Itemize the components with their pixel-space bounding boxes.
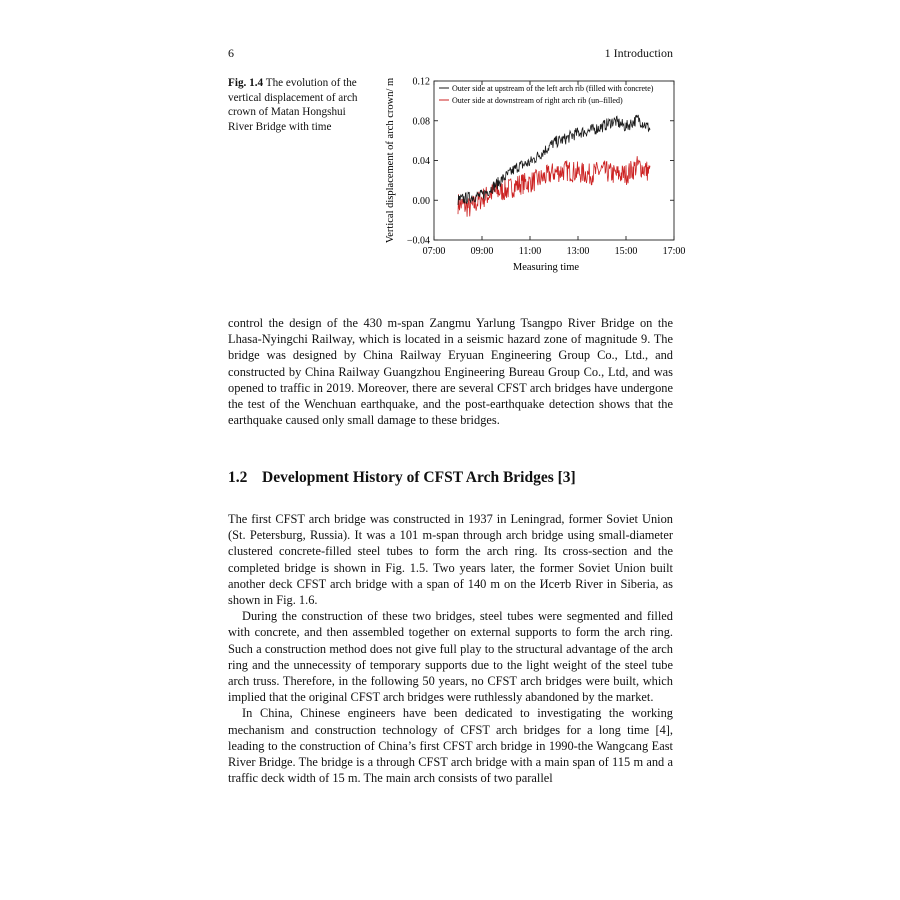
paragraph-4: In China, Chinese engineers have been dedicated to investigating the working mechanism and construction technology of CFST arch bridges for a long time [4], leading to the construction of China’s first CFST arch bridge in 1990-the Wangcang East River Bridge. The bridge is a through CFST arch bridge with a main span of 115 m and a traffic deck width of 15 m. The main arch consists of two parallel: [228, 706, 673, 786]
x-axis-title: Measuring time: [512, 262, 580, 273]
y-axis-title: Vertical displacement of arch crown/ m: [385, 77, 396, 244]
x-tick-label: 17:00: [662, 246, 686, 257]
section-number: 1.2: [228, 469, 248, 486]
y-tick-label: 0.12: [412, 76, 430, 88]
y-tick-label: 0.08: [412, 116, 430, 128]
x-tick-label: 09:00: [470, 246, 494, 257]
figure-caption: [228, 76, 363, 134]
x-tick-label: 13:00: [566, 246, 590, 257]
chart-svg: [382, 74, 686, 288]
legend-entry-1: Outer side at upstream of the left arch rib (filled with concrete): [452, 84, 654, 93]
page-number: 6: [228, 46, 234, 60]
x-tick-label: 07:00: [422, 246, 446, 257]
section-body: [228, 511, 673, 786]
y-tick-label: 0.00: [412, 195, 430, 207]
figure-label: Fig. 1.4: [228, 77, 264, 89]
paragraph-1-text: control the design of the 430 m-span Zangmu Yarlung Tsangpo River Bridge on the Lhasa-Nyingchi Railway, which is located in a seismic hazard zone of magnitude 9. The bridge was designed by China Railway Eryuan Engineering Group Co., Ltd., and constructed by China Railway Guangzhou Engineering Bureau Group Co., Ltd, and was opened to traffic in 2019. Moreover, there are several CFST arch bridges have undergone the test of the Wenchuan earthquake, and the post-earthquake detection shows that the earthquake caused only small damage to these bridges.: [228, 316, 673, 428]
y-tick-label: −0.04: [406, 235, 430, 247]
paragraph-3: During the construction of these two bridges, steel tubes were segmented and filled with concrete, and then assembled together on external supports to form the arch ring. Such a construction method does not give full play to the structural advantage of the arch ring and the unnecessity of temporary supports due to the light weight of the steel tube arch truss. Therefore, in the following 50 years, no CFST arch bridges were built, which implied that the original CFST arch bridges were ruthlessly abandoned by the market.: [228, 609, 673, 705]
x-tick-label: 11:00: [518, 246, 542, 257]
figure-caption-text: The evolution of the vertical displacement of arch crown of Matan Hongshui River Bridge with time: [228, 77, 358, 133]
paragraph-2: The first CFST arch bridge was constructed in 1937 in Leningrad, former Soviet Union (St. Petersburg, Russia). It was a 101 m-span through arch bridge using small-diameter clustered concrete-filled steel tubes to form the arch ring. Its cross-section and the completed bridge is shown in Fig. 1.5. Two years later, the former Soviet Union built another deck CFST arch bridge with a span of 140 m on the Иceтb River in Siberia, as shown in Fig. 1.6.: [228, 512, 673, 608]
section-heading: [228, 469, 576, 487]
paragraph-1: [228, 315, 673, 428]
running-head: 1 Introduction: [604, 46, 673, 60]
x-tick-label: 15:00: [614, 246, 638, 257]
section-title: Development History of CFST Arch Bridges [3]: [262, 469, 576, 486]
figure-chart: [382, 74, 686, 288]
y-tick-label: 0.04: [412, 156, 430, 167]
legend-entry-2: Outer side at downstream of right arch rib (un–filled): [452, 96, 623, 105]
